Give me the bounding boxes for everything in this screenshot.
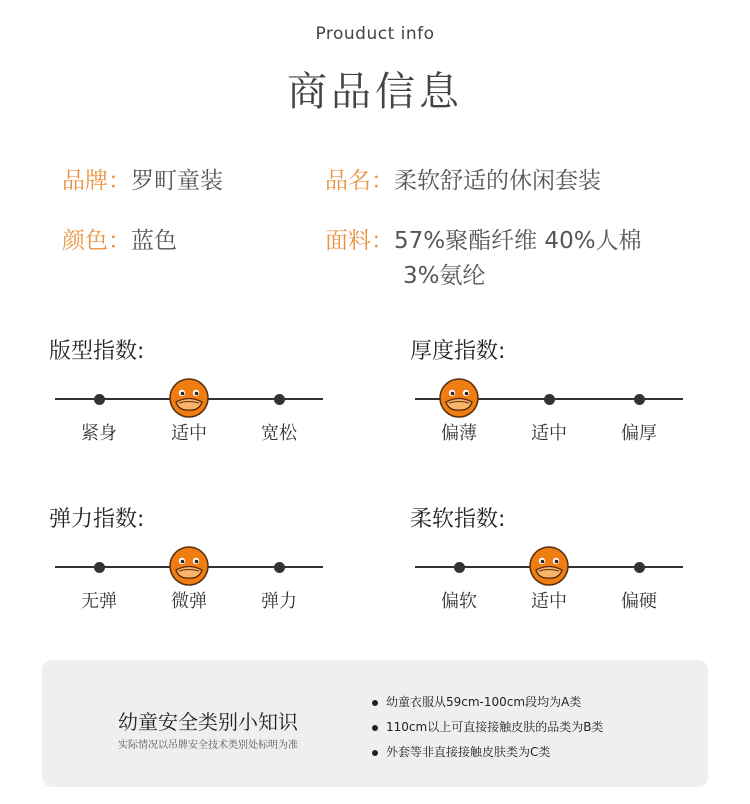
- scale-option-label: 适中: [531, 423, 567, 444]
- name-value: 柔软舒适的休闲套装: [394, 168, 601, 194]
- scale-option-label: 紧身: [81, 423, 117, 444]
- scale-option-label: 偏厚: [621, 423, 657, 444]
- scale-dot: [94, 394, 105, 405]
- scale-dot: [274, 394, 285, 405]
- scale-option-label: 弹力: [261, 591, 297, 612]
- scale-title: 厚度指数:: [410, 339, 506, 364]
- scale-title: 弹力指数:: [49, 507, 145, 532]
- fabric-value-line2: 3%氨纶: [403, 263, 486, 289]
- safety-bullet-text: 幼童衣服从59cm-100cm段均为A类: [386, 695, 582, 709]
- safety-title: 幼童安全类别小知识: [118, 710, 298, 734]
- scale-dot: [634, 562, 645, 573]
- bullet-dot: [372, 725, 378, 731]
- brand-value: 罗町童装: [131, 168, 223, 194]
- scale-option-label: 偏软: [441, 591, 477, 612]
- brand-label: 品牌：: [62, 168, 131, 194]
- brand-row: [62, 164, 223, 198]
- scale-dot: [544, 394, 555, 405]
- scale-title: 版型指数:: [49, 339, 145, 364]
- safety-bullet-text: 外套等非直接接触皮肤类为C类: [386, 745, 551, 759]
- bullet-dot: [372, 700, 378, 706]
- color-value: 蓝色: [131, 228, 177, 254]
- scale-dot: [634, 394, 645, 405]
- duck-icon: [169, 378, 209, 418]
- fabric-row: [325, 224, 642, 258]
- bullet-dot: [372, 750, 378, 756]
- safety-bullet: [372, 718, 603, 735]
- duck-icon: [529, 546, 569, 586]
- scale-option-label: 偏薄: [441, 423, 477, 444]
- scale-option-label: 微弹: [171, 591, 207, 612]
- scale-title: 柔软指数:: [410, 507, 506, 532]
- color-label: 颜色：: [62, 228, 131, 254]
- safety-subtitle: 实际情况以吊牌安全技术类别处标明为准: [118, 740, 298, 751]
- safety-bullet: [372, 693, 581, 710]
- name-label: 品名：: [325, 168, 394, 194]
- subtitle: Prouduct info: [315, 24, 435, 44]
- duck-icon: [439, 378, 479, 418]
- name-row: [325, 164, 601, 198]
- scale-option-label: 无弹: [81, 591, 117, 612]
- duck-icon: [169, 546, 209, 586]
- scale-option-label: 适中: [171, 423, 207, 444]
- safety-info-box: [42, 660, 708, 787]
- fabric-value-line1: 57%聚酯纤维 40%人棉: [394, 228, 642, 254]
- scale-option-label: 宽松: [261, 423, 297, 444]
- color-row: [62, 224, 177, 258]
- safety-bullet: [372, 743, 550, 760]
- safety-bullet-text: 110cm以上可直接接触皮肤的品类为B类: [386, 720, 604, 734]
- scale-dot: [274, 562, 285, 573]
- fabric-label: 面料：: [325, 228, 394, 254]
- page-title: 商品信息: [287, 69, 463, 115]
- scale-option-label: 适中: [531, 591, 567, 612]
- scale-dot: [94, 562, 105, 573]
- scale-dot: [454, 562, 465, 573]
- scale-option-label: 偏硬: [621, 591, 657, 612]
